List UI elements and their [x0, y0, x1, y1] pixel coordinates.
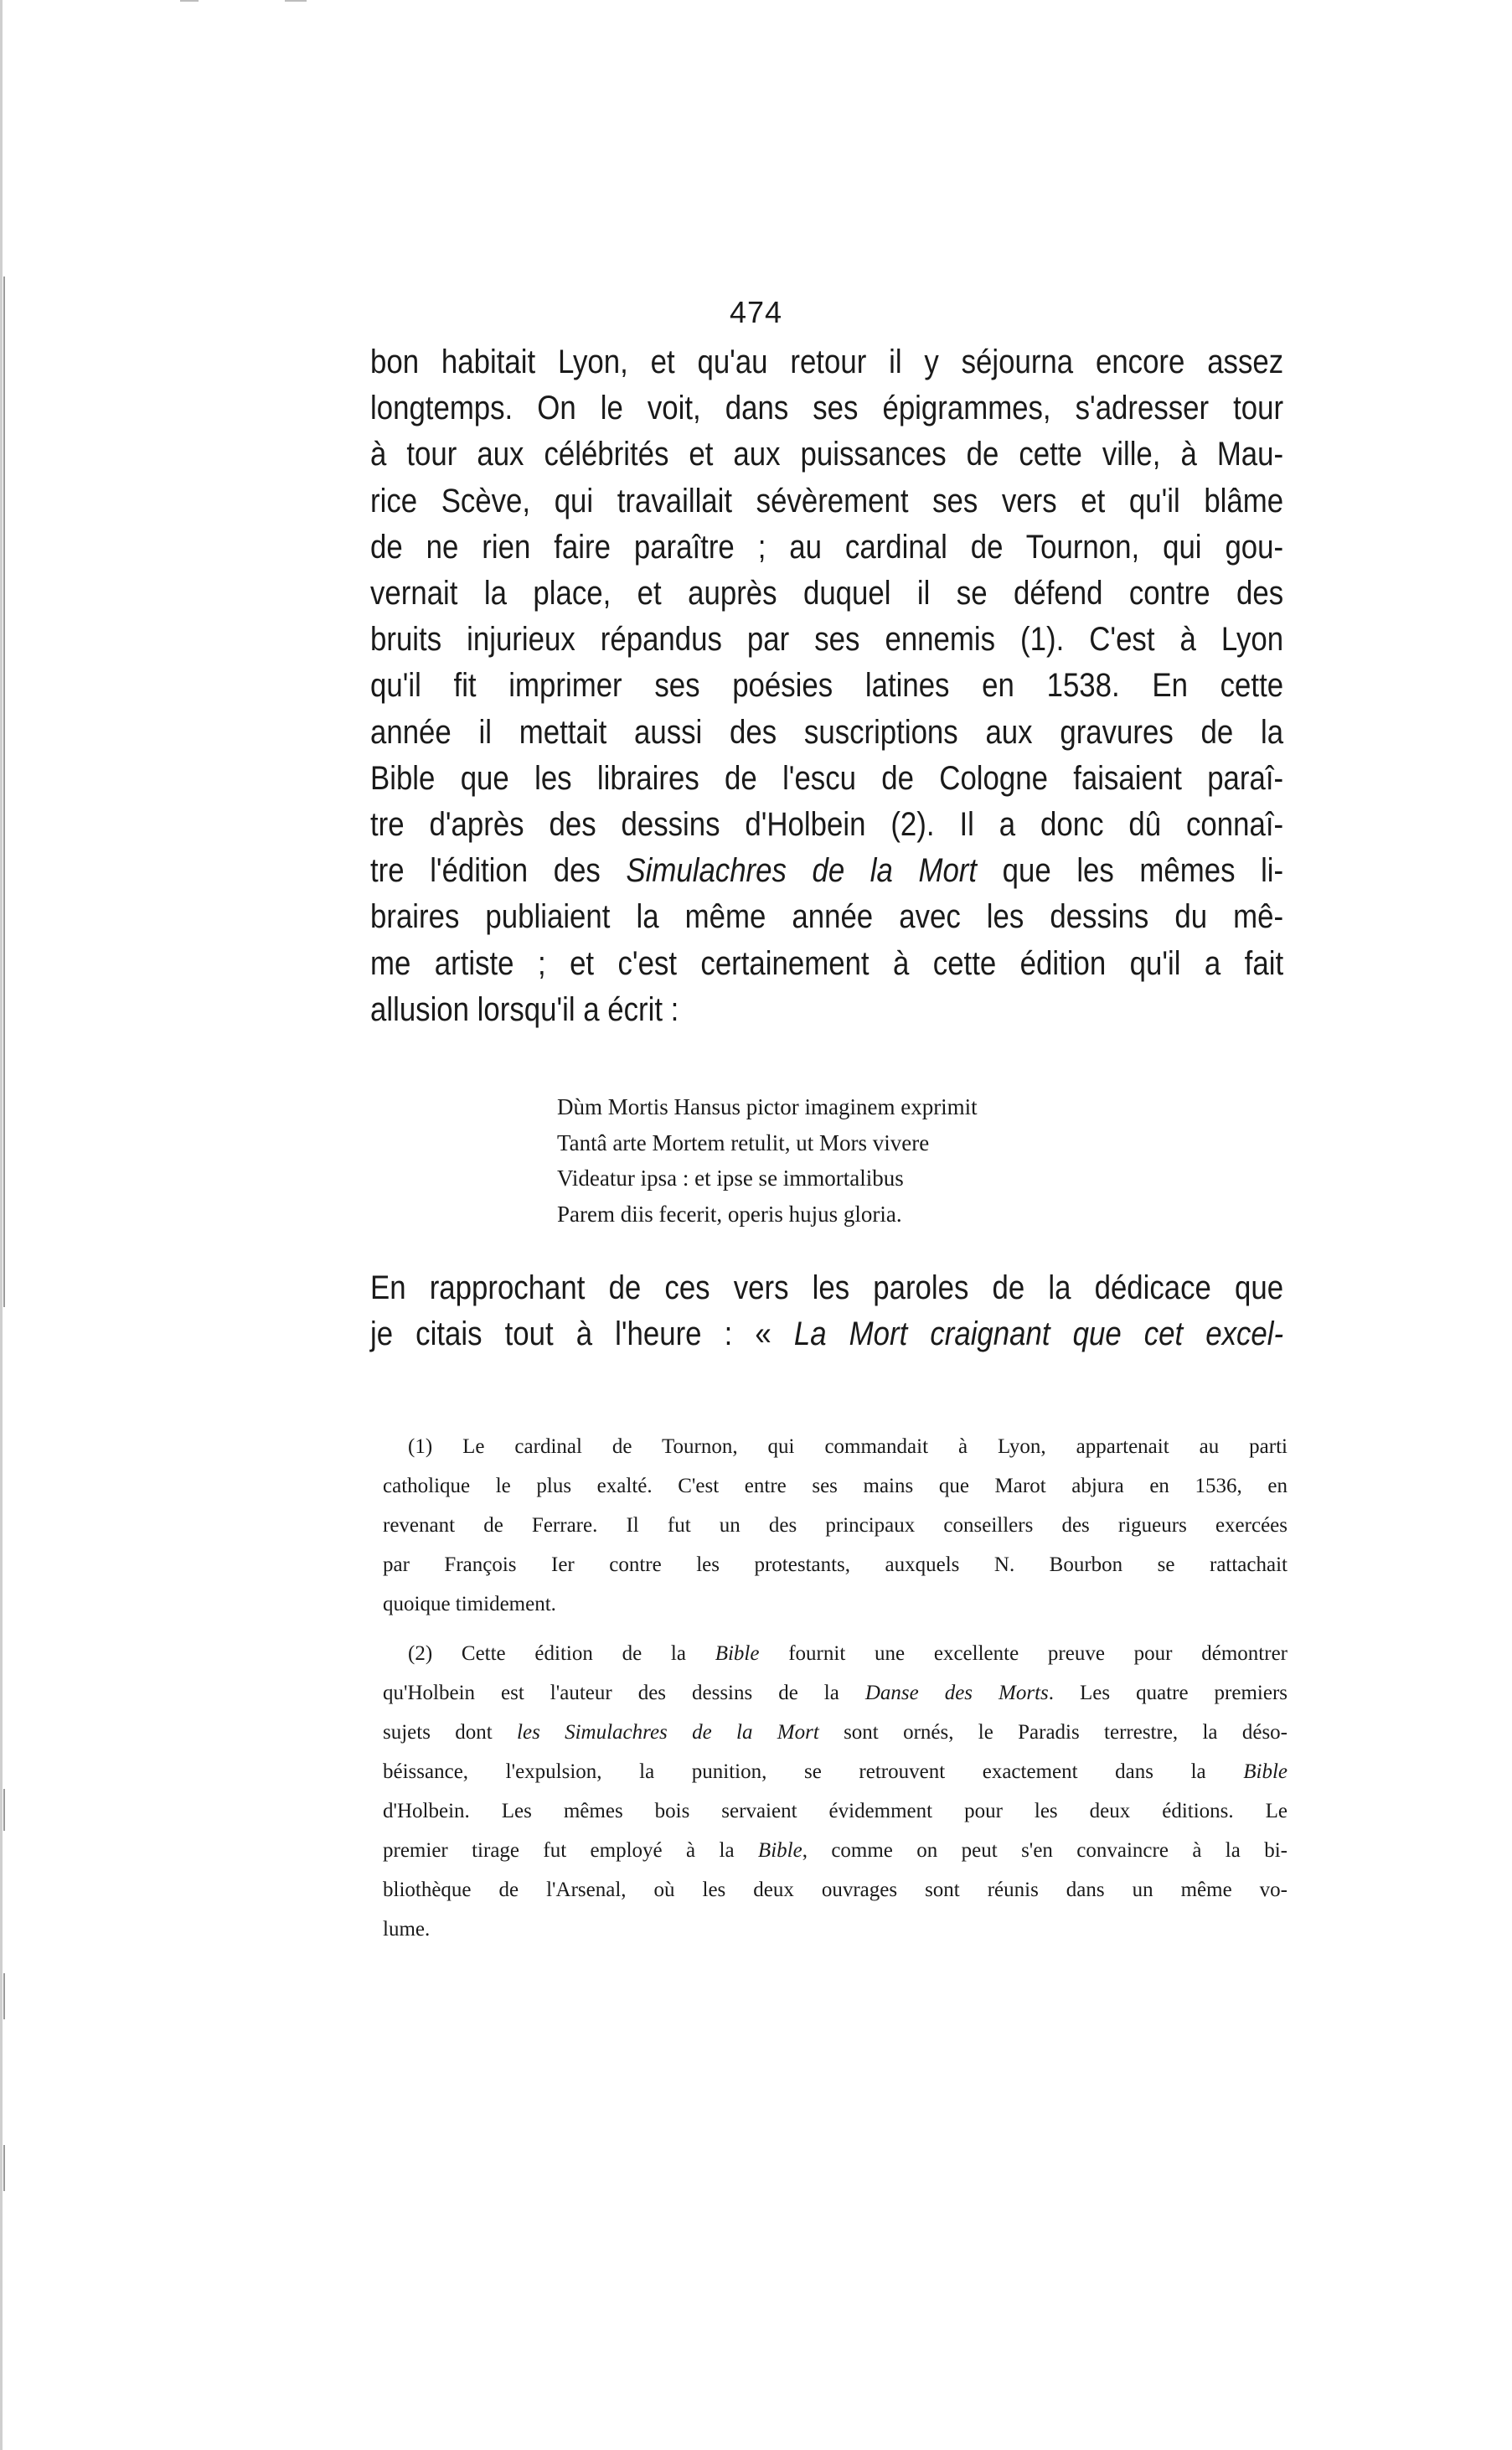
- text-line: [370, 848, 1283, 894]
- scan-edge-mark: [3, 1973, 5, 2019]
- text-line: rice Scève, qui travaillait sévèrement ses vers et qu'il blâme: [370, 482, 1284, 519]
- second-paragraph: [370, 1265, 1284, 1357]
- text-line: longtemps. On le voit, dans ses épigrammes, s'adresser tour: [370, 390, 1284, 427]
- verse-line: Tantâ arte Mortem retulit, ut Mors vivere: [557, 1129, 930, 1155]
- text-fragment: . Les quatre premiers: [1048, 1682, 1288, 1704]
- italic-title: Bible: [715, 1642, 760, 1665]
- italic-title: Danse des Morts: [864, 1682, 1049, 1704]
- italic-title: Bible: [1243, 1760, 1288, 1783]
- latin-verse: [557, 1089, 978, 1232]
- page-number: 474: [729, 295, 783, 329]
- italic-title: Simulachres de la Mort: [626, 852, 978, 890]
- italic-title: les Simulachres de la Mort: [517, 1721, 819, 1744]
- footnotes: [383, 1427, 1288, 1949]
- footnote-line: [383, 1673, 1288, 1713]
- footnote-line: [383, 1831, 1288, 1870]
- text-fragment: tre l'édition des: [370, 852, 627, 890]
- text-fragment: fournit une excellente preuve pour démontrer: [759, 1642, 1288, 1665]
- text-line: bon habitait Lyon, et qu'au retour il y séjourna encore assez: [370, 344, 1284, 380]
- text-line: de ne rien faire paraître ; au cardinal de Tournon, qui gou-: [370, 528, 1284, 566]
- text-line: bruits injurieux répandus par ses ennemis (1). C'est à Lyon: [370, 621, 1284, 659]
- footnote-line: revenant de Ferrare. Il fut un des principaux conseillers des rigueurs exercées: [383, 1514, 1288, 1537]
- footnote-line: catholique le plus exalté. C'est entre ses mains que Marot abjura en 1536, en: [383, 1475, 1288, 1497]
- scan-top-mark: [180, 0, 199, 2]
- footnote-line: bliothèque de l'Arsenal, où les deux ouvrages sont réunis dans un même vo-: [383, 1879, 1288, 1901]
- text-line: qu'il fit imprimer ses poésies latines en 1538. En cette: [370, 667, 1284, 705]
- text-fragment: qu'Holbein est l'auteur des dessins de la: [383, 1682, 865, 1704]
- text-line: année il mettait aussi des suscriptions aux gravures de la: [370, 713, 1284, 751]
- footnote-line: par François Ier contre les protestants, auxquels N. Bourbon se rattachait: [383, 1553, 1288, 1576]
- text-fragment: (2) Cette édition de la: [408, 1642, 715, 1665]
- footnote-line: [383, 1634, 1288, 1673]
- text-line: braires publiaient la même année avec les dessins du mê-: [370, 898, 1284, 936]
- main-paragraph: [370, 339, 1284, 1033]
- verse-line: Dùm Mortis Hansus pictor imaginem exprimit: [557, 1094, 978, 1119]
- verse-line: Parem diis fecerit, operis hujus gloria.: [557, 1201, 902, 1227]
- italic-title: Bible: [757, 1839, 802, 1862]
- text-line: tre d'après des dessins d'Holbein (2). Il a donc dû connaî-: [370, 806, 1284, 844]
- text-fragment: que les mêmes li-: [977, 852, 1284, 890]
- scan-top-mark: [285, 0, 307, 2]
- text-fragment: je citais tout à l'heure : «: [370, 1315, 794, 1353]
- text-line: me artiste ; et c'est certainement à cette édition qu'il a fait: [370, 944, 1284, 982]
- text-line: vernait la place, et auprès duquel il se défend contre des: [370, 575, 1284, 612]
- footnote-line: (1) Le cardinal de Tournon, qui commandait à Lyon, appartenait au parti: [408, 1435, 1288, 1458]
- footnote-line: [383, 1713, 1288, 1752]
- footnote-gap: [383, 1624, 1288, 1634]
- scan-edge-shadow: [0, 0, 3, 2450]
- text-fragment: , comme on peut s'en convaincre à la bi-: [802, 1839, 1288, 1862]
- footnote-line: d'Holbein. Les mêmes bois servaient évidemment pour les deux éditions. Le: [383, 1800, 1288, 1822]
- text-fragment: sujets dont: [383, 1721, 518, 1744]
- text-line: [370, 1311, 1283, 1357]
- footnote-line: lume.: [383, 1918, 431, 1941]
- scan-edge-mark: [3, 1789, 5, 1831]
- text-fragment: béissance, l'expulsion, la punition, se retrouvent exactement dans la: [383, 1760, 1244, 1783]
- text-line: En rapprochant de ces vers les paroles de la dédicace que: [370, 1269, 1284, 1306]
- scan-edge-mark: [3, 2145, 5, 2191]
- text-fragment: premier tirage fut employé à la: [383, 1839, 758, 1862]
- footnote-line: quoique timidement.: [383, 1593, 556, 1615]
- text-line: allusion lorsqu'il a écrit :: [370, 990, 679, 1028]
- text-fragment: sont ornés, le Paradis terrestre, la déso-: [818, 1721, 1288, 1744]
- footnote-line: [383, 1752, 1288, 1791]
- scan-edge-mark: [3, 277, 5, 1307]
- text-line: Bible que les libraires de l'escu de Cologne faisaient paraî-: [370, 759, 1284, 797]
- verse-line: Videatur ipsa : et ipse se immortalibus: [557, 1166, 904, 1191]
- text-line: à tour aux célébrités et aux puissances de cette ville, à Mau-: [370, 436, 1284, 473]
- italic-quote: La Mort craignant que cet excel-: [793, 1315, 1284, 1353]
